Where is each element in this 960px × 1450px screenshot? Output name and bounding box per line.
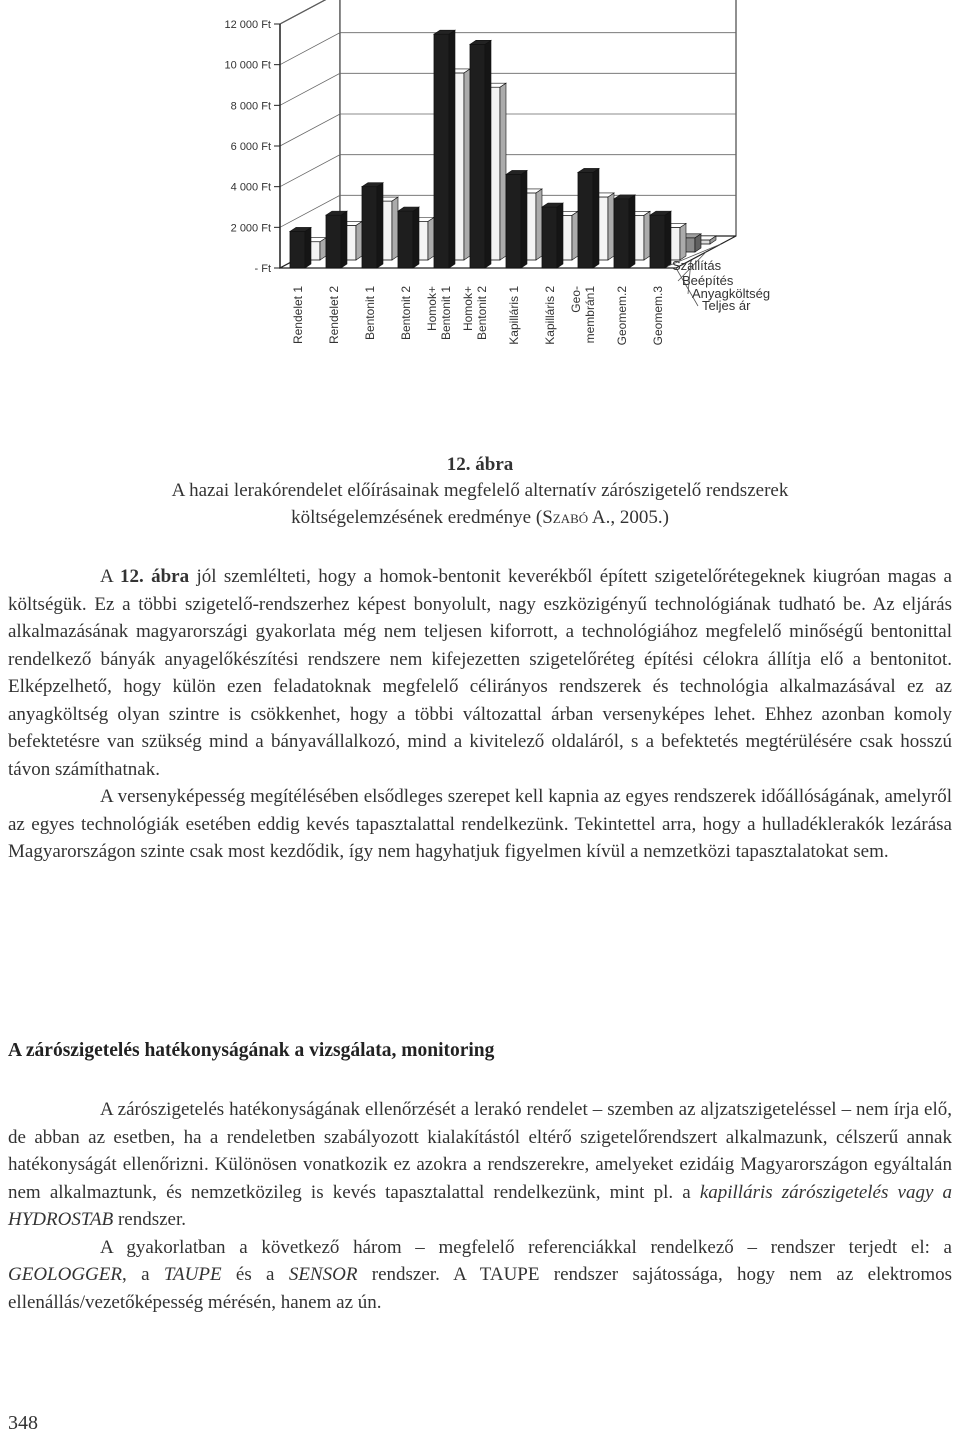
y-tick-label: 2 000 Ft: [230, 222, 271, 235]
figure-number: 12. ábra: [446, 454, 514, 475]
x-tick-label: Rendelet 1: [291, 286, 305, 345]
bar-side: [629, 195, 635, 268]
bar-side: [449, 30, 455, 268]
series-label: Beépítés: [682, 273, 734, 288]
bar: [650, 211, 671, 268]
series-label: Teljes ár: [702, 298, 751, 313]
x-axis-categories: [291, 286, 665, 346]
page-number: 348: [8, 1412, 38, 1434]
bar: [614, 195, 635, 268]
bar-side: [356, 221, 362, 260]
paragraph-1: A 12. ábra jól szemlélteti, hogy a homok-bentonit keverékből épített szigetelőrétegeknek kiugróan magas a költségük. Ez a többi szigetelő-rendszerhez képest bonyolult, nagy eszközigényű technológiának tudható be. Az eljárás alkalmazásának magyarországi gyakorlata még nem teljesen kiforrott, a technológiához megfelelő minőségű bentonittal rendelkező bányák anyagelőkészítési rendszere nem kifejezetten szigetelőréteg építési célokra állítja elő a bentonitot. Elképzelhető, hogy külön ezen feladatoknak megfelelő célirányos rendszerek és technológia alkalmazásával ez az anyagköltség olyan szintre is csökkenhet, hogy a többi változattal árban versenyképes lehet. Ehhez azonban komoly befektetésre van szükség mind a bányavállalkozó, mind a kivitelező oldaláról, s a befektetés megtérülésére csak hosszú távon számíthatnak. A versenyképesség megítélésében elsődleges szerepet kell kapnia az egyes rendszerek időállóságának, amelyről az egyes technológiák esetében eddig kevés tapasztalattal rendelkezünk. Tekintettel arra, hogy a hulladéklerakók lezárása Magyarországon szinte csak most kezdődik, így nem hagyhatjuk figyelmen kívül a nemzetközi tapasztalatokat sem.: [8, 563, 952, 866]
cost-bar-chart: [180, 0, 840, 430]
bar-side: [680, 223, 686, 260]
bar: [506, 170, 527, 268]
bar: [398, 207, 419, 268]
bar-front: [362, 187, 377, 268]
bar-side: [413, 207, 419, 268]
y-tick-label: 10 000 Ft: [224, 59, 271, 72]
section-heading: A zárószigetelés hatékonyságának a vizsgálata, monitoring: [8, 1040, 495, 1061]
paragraph-2: A versenyképesség megítélésében elsődleges szerepet kell kapnia az egyes rendszerek időállóságának, amelyről az egyes technológiák esetében eddig kevés tapasztalattal rendelkezünk. Tekintettel arra, hogy a hulladéklerakók lezárása Magyarországon szinte csak most kezdődik, így nem hagyhatjuk figyelmen kívül a nemzetközi tapasztalatokat sem.: [8, 786, 952, 862]
bar-side: [485, 40, 491, 268]
series-label: Szállítás: [672, 258, 722, 273]
bar-side: [608, 193, 614, 260]
bar-side: [593, 168, 599, 268]
bar-side: [392, 197, 398, 260]
paragraph-3: A zárószigetelés hatékonyságának ellenőrzését a lerakó rendelet – szemben az aljzatszigeteléssel – nem írja elő, de abban az esetben, ha a rendeletben szabályozott kialakítástól eltérő szigetelőrendszert alkalmazunk, célszerű annak hatékonyságát ellenőrizni. Különösen vonatkozik ez azokra a rendszerekre, amelyeket ezidáig Magyarországon egyáltalán nem alkalmaztunk, és nemzetközileg is kevés tapasztalattal rendelkezünk, mint pl. a kapilláris zárószigetelés vagy a HYDROSTAB rendszer. A gyakorlatban a következő három – megfelelő referenciákkal rendelkező – rendszer terjedt el: a GEOLOGGER, a TAUPE és a SENSOR rendszer. A TAUPE rendszer sajátossága, hogy nem az elektromos ellenállás/vezetőképesség mérésén, hanem az ún.: [8, 1096, 952, 1316]
bar: [290, 227, 311, 268]
bar-front: [614, 199, 629, 268]
figure-caption-line2: költségelemzésének eredménye (Szabó A., 2005.): [291, 507, 669, 528]
y-tick-label: - Ft: [254, 263, 271, 275]
bar-side: [536, 189, 542, 260]
bar: [578, 168, 599, 268]
x-tick-label: Geo-membrán1: [569, 286, 597, 344]
y-tick-label: 12 000 Ft: [224, 19, 271, 31]
bar: [362, 183, 383, 268]
bar-side: [644, 211, 650, 260]
x-tick-label: Geomem.2: [615, 286, 629, 346]
figure-caption-line1: A hazai lerakórendelet előírásainak megfelelő alternatív zárószigetelő rendszerek: [171, 480, 789, 501]
bar-side: [665, 211, 671, 268]
x-tick-label: Homok+Bentonit 2: [461, 286, 489, 341]
bar-front: [470, 44, 485, 268]
bar-side: [428, 217, 434, 260]
y-tick-label: 6 000 Ft: [230, 141, 271, 153]
bar: [434, 30, 455, 268]
bar-front: [506, 174, 521, 268]
x-tick-label: Geomem.3: [651, 286, 665, 346]
bar-side: [500, 83, 506, 260]
bar-front: [578, 172, 593, 268]
bar-front: [434, 34, 449, 268]
bar-front: [542, 207, 557, 268]
x-tick-label: Homok+Bentonit 1: [425, 286, 453, 341]
y-tick-label: 4 000 Ft: [230, 181, 271, 194]
x-tick-label: Kapilláris 1: [507, 286, 521, 345]
bar-side: [305, 227, 311, 268]
bar-side: [557, 203, 563, 268]
bar-side: [377, 183, 383, 268]
bar: [542, 203, 563, 268]
bar-front: [398, 211, 413, 268]
y-axis-ticks: [225, 19, 280, 275]
bar-side: [572, 211, 578, 260]
bar-front: [326, 215, 341, 268]
bar: [470, 40, 491, 268]
bar-front: [650, 215, 665, 268]
bar-front: [290, 231, 305, 268]
y-tick-label: 8 000 Ft: [230, 100, 271, 113]
x-tick-label: Rendelet 2: [327, 286, 341, 345]
paragraph-4: A gyakorlatban a következő három – megfelelő referenciákkal rendelkező – rendszer terjedt el: a GEOLOGGER, a TAUPE és a SENSOR rendszer. A TAUPE rendszer sajátossága, hogy nem az elektromos ellenállás/vezetőképesség mérésén, hanem az ún.: [8, 1236, 953, 1313]
bar: [326, 211, 347, 268]
x-tick-label: Kapilláris 2: [543, 286, 557, 345]
x-tick-label: Bentonit 2: [399, 286, 413, 341]
series-label: Anyagköltség: [692, 286, 771, 301]
bar-side: [464, 69, 470, 260]
bar-side: [341, 211, 347, 268]
bar-side: [521, 170, 527, 268]
x-tick-label: Bentonit 1: [363, 286, 377, 341]
